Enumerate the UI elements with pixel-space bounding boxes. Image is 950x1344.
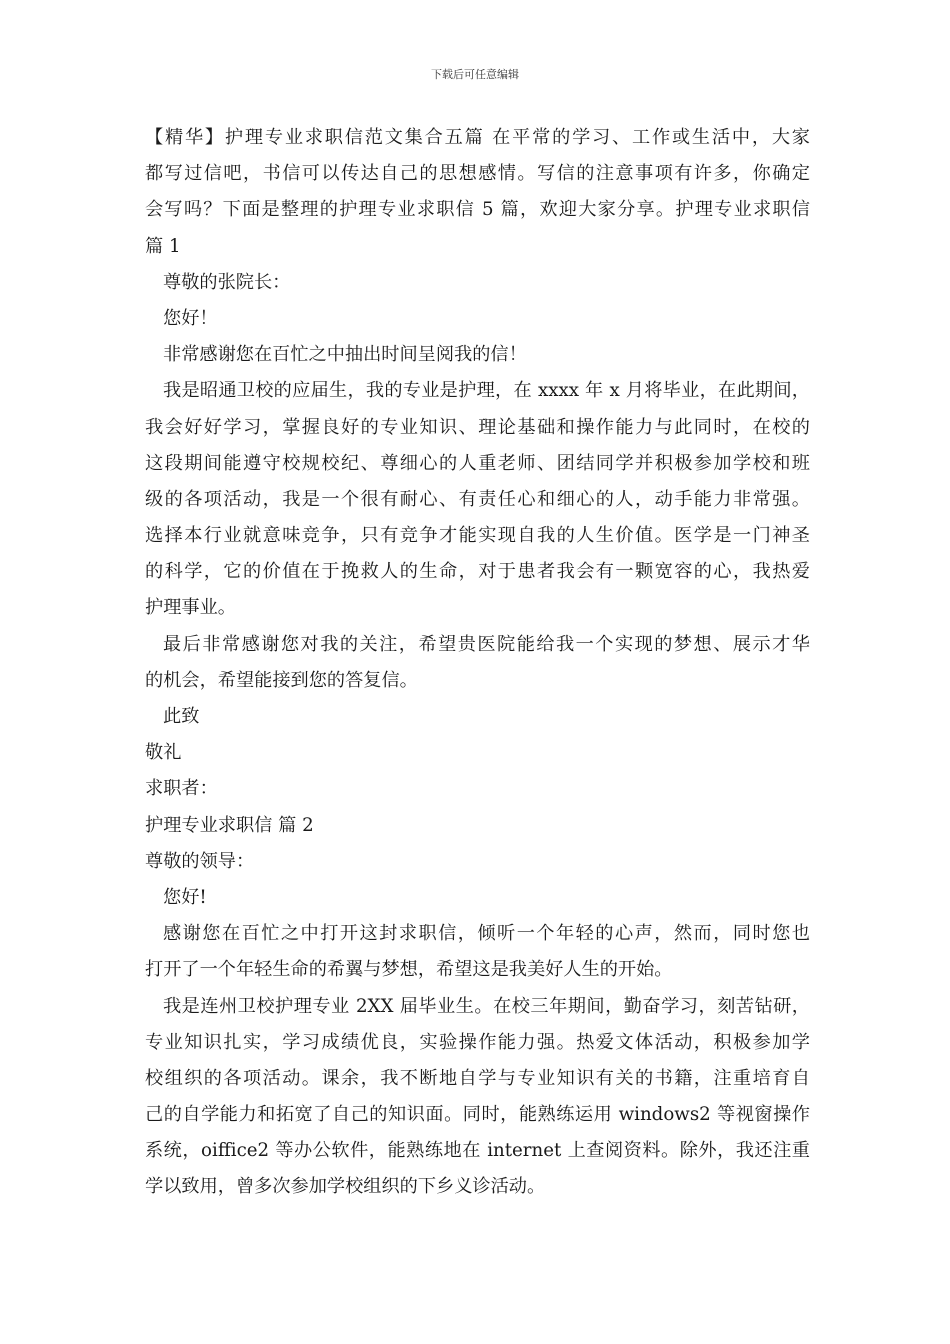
text-line-content: 校组织的各项活动。课余，我不断地自学与专业知识有关的书籍，注重培育自 xyxy=(145,1067,810,1089)
text-line xyxy=(145,1097,810,1133)
text-line xyxy=(145,844,810,880)
text-line xyxy=(145,916,810,952)
text-line xyxy=(145,229,810,265)
text-line xyxy=(145,1169,810,1205)
text-line-content: 的机会，希望能接到您的答复信。 xyxy=(145,669,418,691)
text-line xyxy=(145,808,810,844)
text-line-content: 【精华】护理专业求职信范文集合五篇 在平常的学习、工作或生活中，大家 xyxy=(145,127,810,148)
text-line-content: 护理专业求职信 篇 2 xyxy=(145,814,314,836)
page-header: 下载后可任意编辑 xyxy=(431,68,519,81)
text-line-content: 我会好好学习，掌握良好的专业知识、理论基础和操作能力与此同时，在校的 xyxy=(145,416,810,438)
text-line-content: 选择本行业就意味竞争，只有竞争才能实现自我的人生价值。医学是一门神圣 xyxy=(145,525,810,547)
text-line-content: 会写吗？下面是整理的护理专业求职信 5 篇，欢迎大家分享。护理专业求职信 xyxy=(145,199,810,221)
text-line-content: 尊敬的领导： xyxy=(145,850,255,872)
text-line-content: 尊敬的张院长： xyxy=(163,271,291,293)
text-line-content: 最后非常感谢您对我的关注，希望贵医院能给我一个实现的梦想、展示才华 xyxy=(163,633,810,655)
text-line xyxy=(145,518,810,554)
text-line xyxy=(145,156,810,192)
text-line-content: 敬礼 xyxy=(145,742,182,764)
text-line xyxy=(145,627,810,663)
text-line-content: 您好! xyxy=(163,886,207,908)
text-line xyxy=(145,771,810,807)
text-line-content: 感谢您在百忙之中打开这封求职信，倾听一个年轻的心声，然而，同时您也 xyxy=(163,923,810,945)
text-line xyxy=(145,880,810,916)
text-line-content: 非常感谢您在百忙之中抽出时间呈阅我的信！ xyxy=(163,344,527,366)
text-line-content: 打开了一个年轻生命的希翼与梦想，希望这是我美好人生的开始。 xyxy=(145,959,673,981)
text-line xyxy=(145,989,810,1025)
text-line xyxy=(145,265,810,301)
text-line xyxy=(145,482,810,518)
text-line xyxy=(145,410,810,446)
text-line xyxy=(145,952,810,988)
text-line-content: 我是连州卫校护理专业 2XX 届毕业生。在校三年期间，勤奋学习，刻苦钻研， xyxy=(163,995,810,1017)
text-line-content: 都写过信吧，书信可以传达自己的思想感情。写信的注意事项有许多，你确定 xyxy=(145,163,810,185)
text-line xyxy=(145,1061,810,1097)
text-line-content: 己的自学能力和拓宽了自己的知识面。同时，能熟练运用 windows2 等视窗操作 xyxy=(145,1104,810,1126)
text-line xyxy=(145,1025,810,1061)
text-line xyxy=(145,663,810,699)
text-line xyxy=(145,735,810,771)
document-body xyxy=(145,120,810,1206)
text-line-content: 我是昭通卫校的应届生，我的专业是护理，在 xxxx 年 x 月将毕业，在此期间， xyxy=(163,380,810,402)
text-line-content: 您好！ xyxy=(163,307,218,329)
text-line-content: 篇 1 xyxy=(145,235,181,257)
text-line xyxy=(145,590,810,626)
text-line-content: 学以致用，曾多次参加学校组织的下乡义诊活动。 xyxy=(145,1176,546,1198)
text-line xyxy=(145,446,810,482)
text-line xyxy=(145,337,810,373)
text-line xyxy=(145,301,810,337)
text-line-content: 级的各项活动，我是一个很有耐心、有责任心和细心的人，动手能力非常强。 xyxy=(145,488,810,510)
text-line-content: 的科学，它的价值在于挽救人的生命，对于患者我会有一颗宽容的心，我热爱 xyxy=(145,561,810,583)
text-line-content: 系统，oiffice2 等办公软件，能熟练地在 internet 上查阅资料。除外，我还注重 xyxy=(145,1140,810,1162)
text-line xyxy=(145,1133,810,1169)
text-line-content: 这段期间能遵守校规校纪、尊细心的人重老师、团结同学并积极参加学校和班 xyxy=(145,452,810,474)
text-line xyxy=(145,373,810,409)
text-line-content: 此致 xyxy=(163,706,200,727)
text-line xyxy=(145,699,810,735)
text-line-content: 护理事业。 xyxy=(145,597,236,619)
text-line xyxy=(145,120,810,156)
text-line xyxy=(145,192,810,228)
text-line-content: 求职者： xyxy=(145,778,218,800)
text-line xyxy=(145,554,810,590)
text-line-content: 专业知识扎实，学习成绩优良，实验操作能力强。热爱文体活动，积极参加学 xyxy=(145,1031,810,1053)
